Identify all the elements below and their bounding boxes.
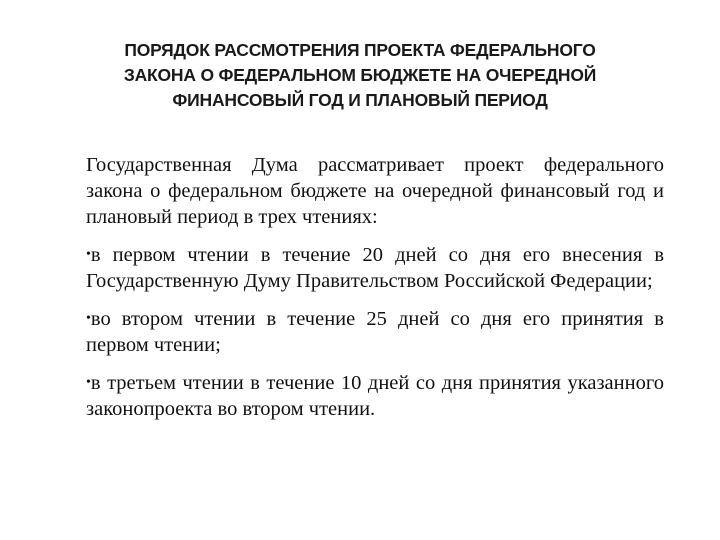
list-item-text: во втором чтении в течение 25 дней со дня его принятия в первом чтении; [86,308,664,356]
list-item-text: в первом чтении в течение 20 дней со дня его внесения в Государственную Думу Правительством Российской Федерации; [86,244,664,292]
list-item [86,370,664,422]
list-item [86,306,664,358]
bullet-icon: • [86,311,91,326]
slide-title-line: ЗАКОНА О ФЕДЕРАЛЬНОМ БЮДЖЕТЕ НА ОЧЕРЕДНОЙ [123,65,597,85]
slide-body [86,152,664,434]
list-item-text: в третьем чтении в течение 10 дней со дня принятия указанного законопроекта во втором чтении. [86,372,664,420]
bullet-icon: • [86,375,91,390]
slide-title-line: ПОРЯДОК РАССМОТРЕНИЯ ПРОЕКТА ФЕДЕРАЛЬНОГО [124,40,596,60]
slide-title [40,38,680,113]
slide-title-line: ФИНАНСОВЫЙ ГОД И ПЛАНОВЫЙ ПЕРИОД [172,90,548,110]
bullet-icon: • [86,247,91,262]
list-item [86,242,664,294]
intro-paragraph: Государственная Дума рассматривает проект федерального закона о федеральном бюджете на очередной финансовый год и плановый период в трех чтениях: [86,154,664,228]
